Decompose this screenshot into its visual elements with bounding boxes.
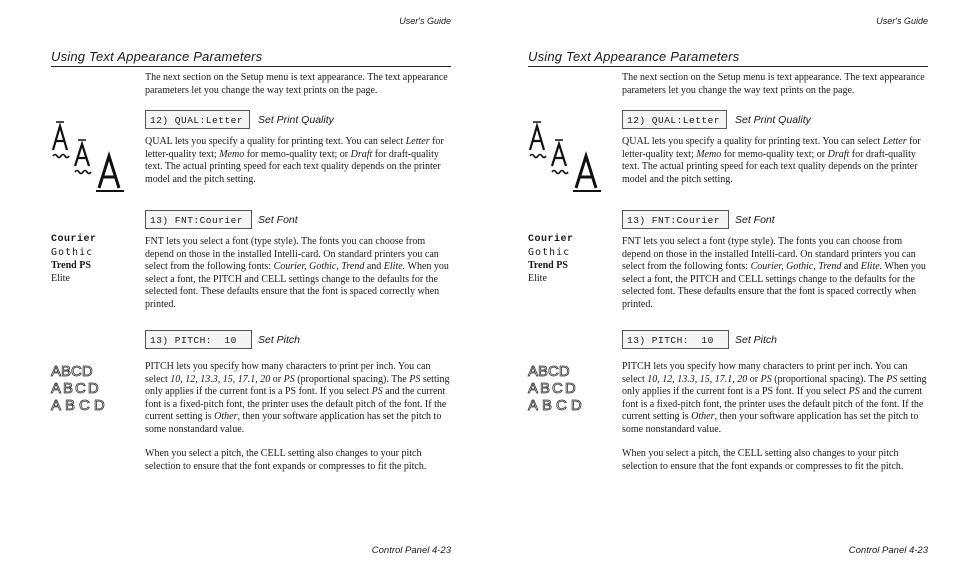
running-header: User's Guide [399,16,451,26]
pitch-sample-illustration [528,363,608,415]
font-sample-trend: Trend PS [51,260,91,271]
pitch-paragraph-2: When you select a pitch, the CELL setting also changes to your pitch selection to ensure that the font expands or compresses to fit the pitch. [145,448,427,472]
pitch-display-box: 13) PITCH: 10 [622,330,729,349]
pitch-sample-3: ABCD [528,397,586,414]
section-title: Using Text Appearance Parameters [528,49,740,64]
font-sample-elite: Elite [51,273,70,284]
title-rule [528,66,928,67]
intro-paragraph: The next section on the Setup menu is text appearance. The text appearance parameters let you change the way text prints on the page. [145,72,448,96]
fnt-paragraph: FNT lets you select a font (type style). The fonts you can choose from depend on those in the installed Intelli-card. On standard printers you can select from the following fonts: Courier, Gothic, Trend and Elite. When you select a font, the PITCH and CELL settings change to the defaults for the selected font. These defaults ensure that the font is spaced correctly when printed. [145,236,449,310]
pitch-sample-2: ABCD [51,380,101,397]
pitch-sample-2: ABCD [528,380,578,397]
font-sample-courier: Courier [528,234,574,245]
page-footer: Control Panel 4-23 [371,545,451,556]
qual-display-box: 12) QUAL:Letter [145,110,250,129]
pitch-section-label: Set Pitch [735,334,778,346]
page-footer: Control Panel 4-23 [848,545,928,556]
font-sample-trend: Trend PS [528,260,568,271]
font-sample-elite: Elite [528,273,547,284]
pitch-paragraph: PITCH lets you specify how many characters to print per inch. You can select 10, 12, 13.3, 15, 17.1, 20 or PS (proportional spacing). The PS setting only applies if the current font is a PS font. If you select PS and the current font is a fixed-pitch font, the printer uses the default pitch of the font. If the current setting is Other, then your software application has set the pitch to some nonstandard value. [622,361,927,435]
intro-paragraph: The next section on the Setup menu is text appearance. The text appearance parameters let you change the way text prints on the page. [622,72,925,96]
qual-section-label: Set Print Quality [258,114,334,126]
qual-paragraph: QUAL lets you specify a quality for printing text. You can select Letter for letter-quality text; Memo for memo-quality text; or Draft for draft-quality text. The actual printing speed for each text quality depends on the printer model and the pitch setting. [145,136,444,185]
section-title: Using Text Appearance Parameters [51,49,263,64]
qual-section-label: Set Print Quality [735,114,811,126]
qual-paragraph: QUAL lets you specify a quality for printing text. You can select Letter for letter-quality text; Memo for memo-quality text; or Draft for draft-quality text. The actual printing speed for each text quality depends on the printer model and the pitch setting. [622,136,921,185]
pitch-paragraph-2: When you select a pitch, the CELL setting also changes to your pitch selection to ensure that the font expands or compresses to fit the pitch. [622,448,904,472]
fnt-section-label: Set Font [258,214,298,226]
fnt-display-box: 13) FNT:Courier [622,210,729,229]
running-header: User's Guide [876,16,928,26]
pitch-section-label: Set Pitch [258,334,301,346]
pitch-sample-1: ABCD [528,363,570,380]
qual-display-box: 12) QUAL:Letter [622,110,727,129]
fnt-paragraph: FNT lets you select a font (type style). The fonts you can choose from depend on those in the installed Intelli-card. On standard printers you can select from the following fonts: Courier, Gothic, Trend and Elite. When you select a font, the PITCH and CELL settings change to the defaults for the selected font. These defaults ensure that the font is spaced correctly when printed. [622,236,926,310]
font-sample-gothic: Gothic [51,247,94,258]
right-page [477,0,954,580]
fnt-section-label: Set Font [735,214,775,226]
font-sample-courier: Courier [51,234,97,245]
title-rule [51,66,451,67]
fnt-display-box: 13) FNT:Courier [145,210,252,229]
pitch-sample-illustration [51,363,131,415]
pitch-display-box: 13) PITCH: 10 [145,330,252,349]
pitch-sample-3: ABCD [51,397,109,414]
print-quality-illustration-icon [528,120,608,195]
pitch-paragraph: PITCH lets you specify how many characters to print per inch. You can select 10, 12, 13.3, 15, 17.1, 20 or PS (proportional spacing). The PS setting only applies if the current font is a PS font. If you select PS and the current font is a fixed-pitch font, the printer uses the default pitch of the font. If the current setting is Other, then your software application has set the pitch to some nonstandard value. [145,361,450,435]
font-sample-gothic: Gothic [528,247,571,258]
font-sample-list [528,233,574,285]
pitch-sample-1: ABCD [51,363,93,380]
print-quality-illustration-icon [51,120,131,195]
font-sample-list [51,233,97,285]
